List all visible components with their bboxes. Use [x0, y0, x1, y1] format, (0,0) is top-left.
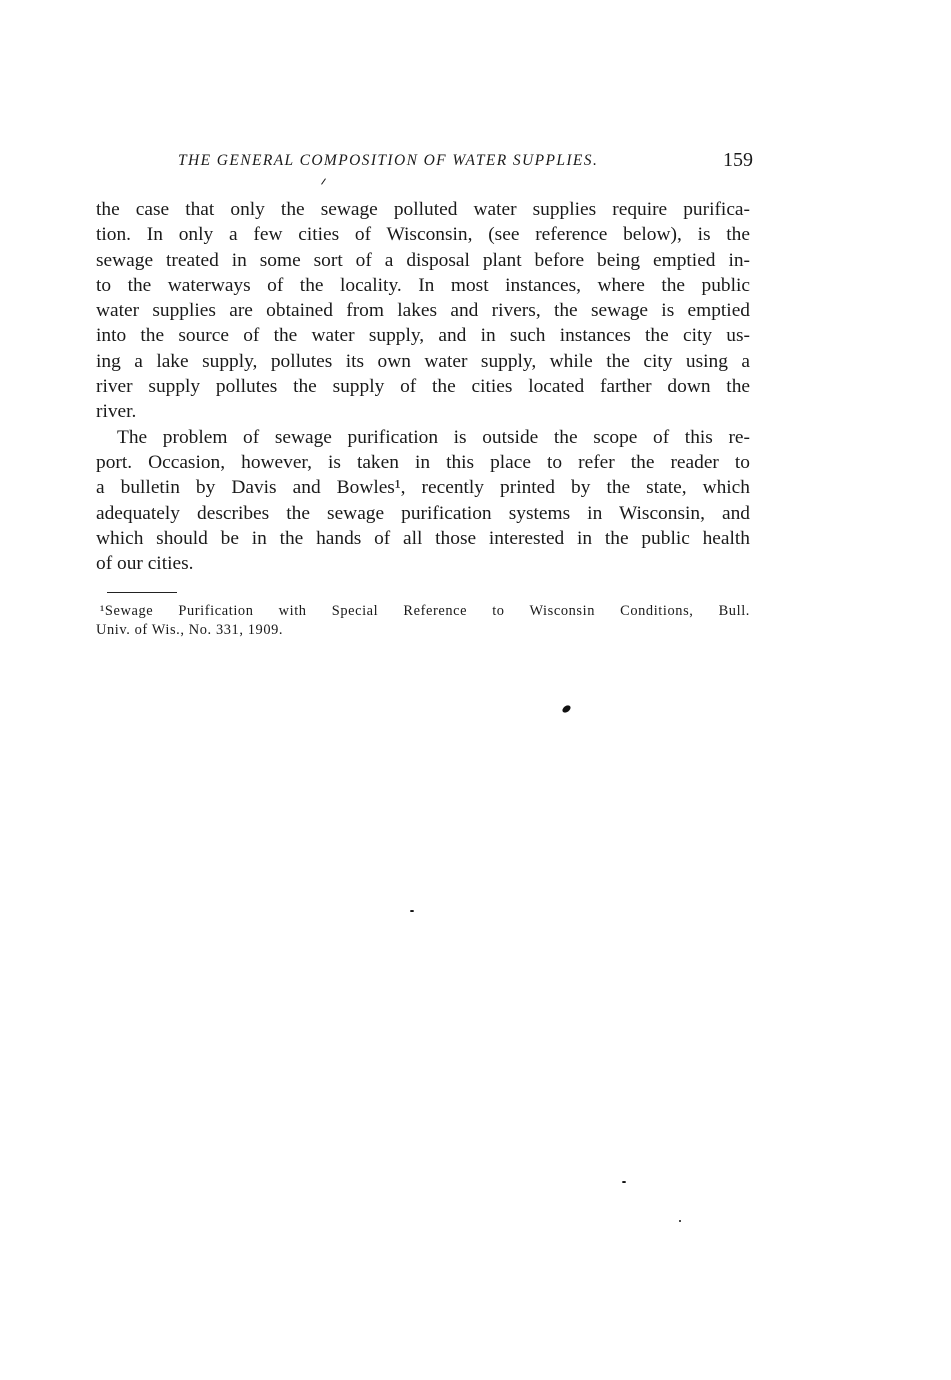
text-line: the case that only the sewage polluted water supplies require purifica-	[96, 199, 750, 220]
ink-speck	[622, 1181, 626, 1183]
text-line: tion. In only a few cities of Wisconsin, (see reference below), is the	[96, 224, 750, 246]
ink-speck	[679, 1220, 681, 1222]
footnote-line: ¹Sewage Purification with Special Reference to Wisconsin Conditions, Bull.	[100, 603, 750, 619]
text-line: port. Occasion, however, is taken in this place to refer the reader to	[96, 451, 750, 473]
text-line: to the waterways of the locality. In most instances, where the public	[96, 274, 750, 296]
ink-speck	[410, 910, 414, 912]
running-title: THE GENERAL COMPOSITION OF WATER SUPPLIES.	[178, 152, 599, 169]
text-line: ing a lake supply, pollutes its own water supply, while the city using a	[96, 350, 750, 372]
text-line: into the source of the water supply, and in such instances the city us-	[96, 325, 750, 347]
ink-speck	[561, 704, 572, 714]
ink-speck	[321, 178, 326, 184]
text-line: The problem of sewage purification is outside the scope of this re-	[117, 426, 750, 448]
text-line: river supply pollutes the supply of the cities located farther down the	[96, 376, 750, 398]
body-text	[96, 197, 750, 576]
footnote	[96, 602, 750, 640]
footnote-line: Univ. of Wis., No. 331, 1909.	[96, 622, 284, 638]
text-line: of our cities.	[96, 553, 194, 575]
running-head	[178, 150, 753, 174]
footnote-rule	[107, 592, 177, 593]
text-line: a bulletin by Davis and Bowles¹, recently printed by the state, which	[96, 477, 750, 499]
text-line: adequately describes the sewage purification systems in Wisconsin, and	[96, 502, 750, 524]
page-number: 159	[723, 149, 753, 171]
text-line: which should be in the hands of all those interested in the public health	[96, 527, 750, 549]
text-line: water supplies are obtained from lakes and rivers, the sewage is emptied	[96, 300, 750, 322]
text-line: river.	[96, 401, 137, 423]
text-line: sewage treated in some sort of a disposal plant before being emptied in-	[96, 249, 750, 271]
